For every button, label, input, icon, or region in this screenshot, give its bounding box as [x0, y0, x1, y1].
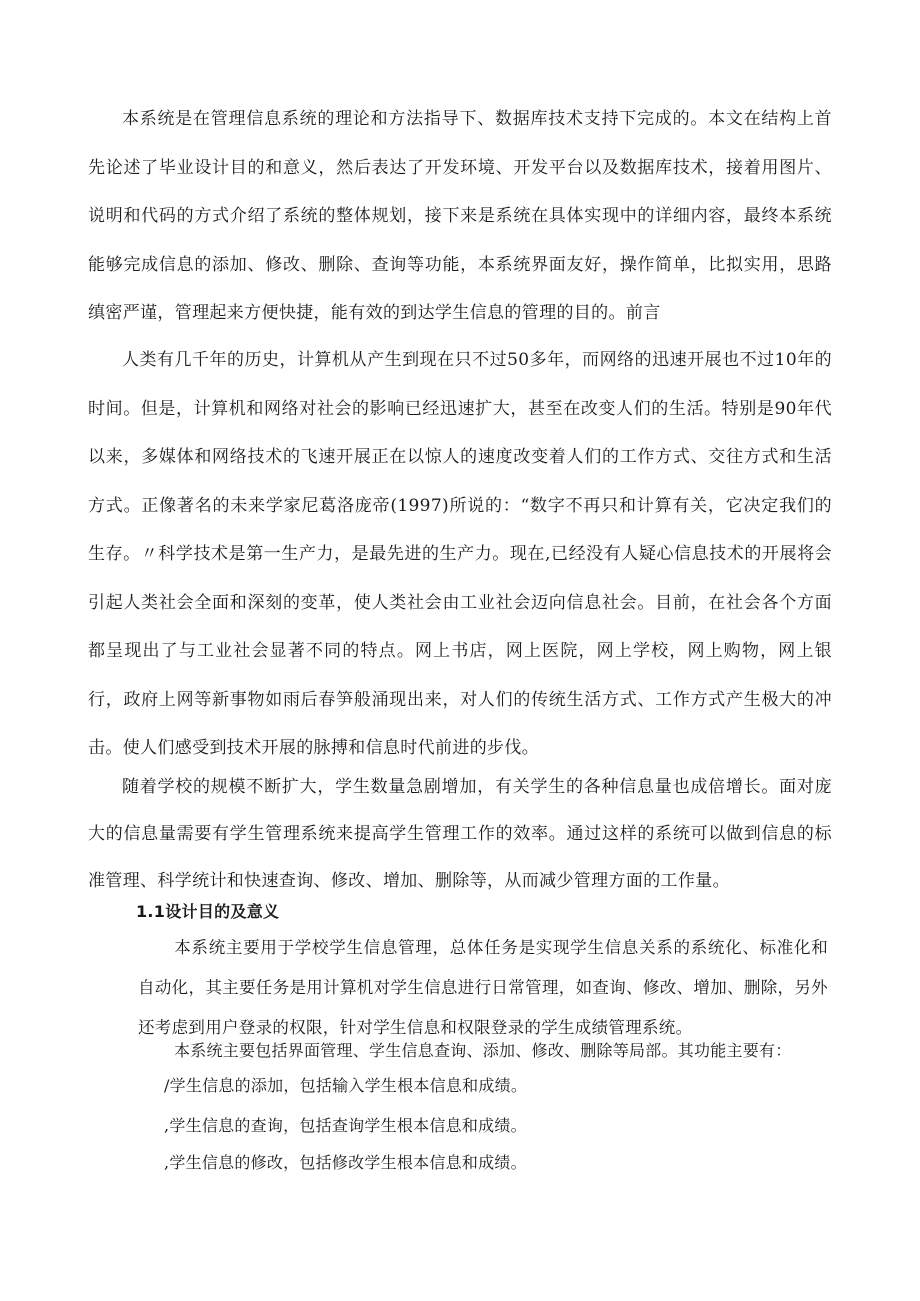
function-item: ,学生信息的查询，包括查询学生根本信息和成绩。: [164, 1116, 527, 1135]
abstract-paragraph: 本系统是在管理信息系统的理论和方法指导下、数据库技术支持下完成的。本文在结构上首先论述了毕业设计目的和意义，然后表达了开发环境、开发平台以及数据库技术，接着用图片、说明和代码的方式介绍了系统的整体规划，接下来是系统在具体实现中的详细内容，最终本系统能够完成信息的添加、修改、删除、查询等功能，本系统界面友好，操作简单，比拟实用，思路缜密严谨，管理起来方便快捷，能有效的到达学生信息的管理的目的。前言: [88, 109, 832, 323]
function-item: ,学生信息的修改，包括修改学生根本信息和成绩。: [164, 1153, 527, 1172]
section-heading: 1.1设计目的及意义: [136, 902, 280, 921]
motivation-paragraph: 随着学校的规模不断扩大，学生数量急剧增加，有关学生的各种信息量也成倍增长。面对庞大的信息量需要有学生管理系统来提高学生管理工作的效率。通过这样的系统可以做到信息的标准管理、科学统计和快速查询、修改、增加、删除等，从而减少管理方面的工作量。: [88, 777, 832, 891]
section-paragraph: 本系统主要用于学校学生信息管理，总体任务是实现学生信息关系的系统化、标准化和自动化，其主要任务是用计算机对学生信息进行日常管理，如查询、修改、增加、删除，另外还考虑到用户登录的权限，针对学生信息和权限登录的学生成绩管理系统。: [138, 938, 828, 1037]
function-item: /学生信息的添加，包括输入学生根本信息和成绩。: [164, 1076, 528, 1095]
functions-intro: 本系统主要包括界面管理、学生信息查询、添加、修改、删除等局部。其功能主要有：: [174, 1041, 792, 1060]
preface-paragraph: 人类有几千年的历史，计算机从产生到现在只不过50多年，而网络的迅速开展也不过10年的时间。但是，计算机和网络对社会的影响已经迅速扩大，甚至在改变人们的生活。特别是90年代以来，多媒体和网络技术的飞速开展正在以惊人的速度改变着人们的工作方式、交往方式和生活方式。正像著名的未来学家尼葛洛庞帝(1997)所说的：“数字不再只和计算有关，它决定我们的生存。〃科学技术是第一生产力，是最先进的生产力。现在,已经没有人疑心信息技术的开展将会引起人类社会全面和深刻的变革，使人类社会由工业社会迈向信息社会。目前，在社会各个方面都呈现出了与工业社会显著不同的特点。网上书店，网上医院，网上学校，网上购物，网上银行，政府上网等新事物如雨后春笋般涌现出来，对人们的传统生活方式、工作方式产生极大的冲击。使人们感受到技术开展的脉搏和信息时代前进的步伐。: [88, 350, 832, 758]
